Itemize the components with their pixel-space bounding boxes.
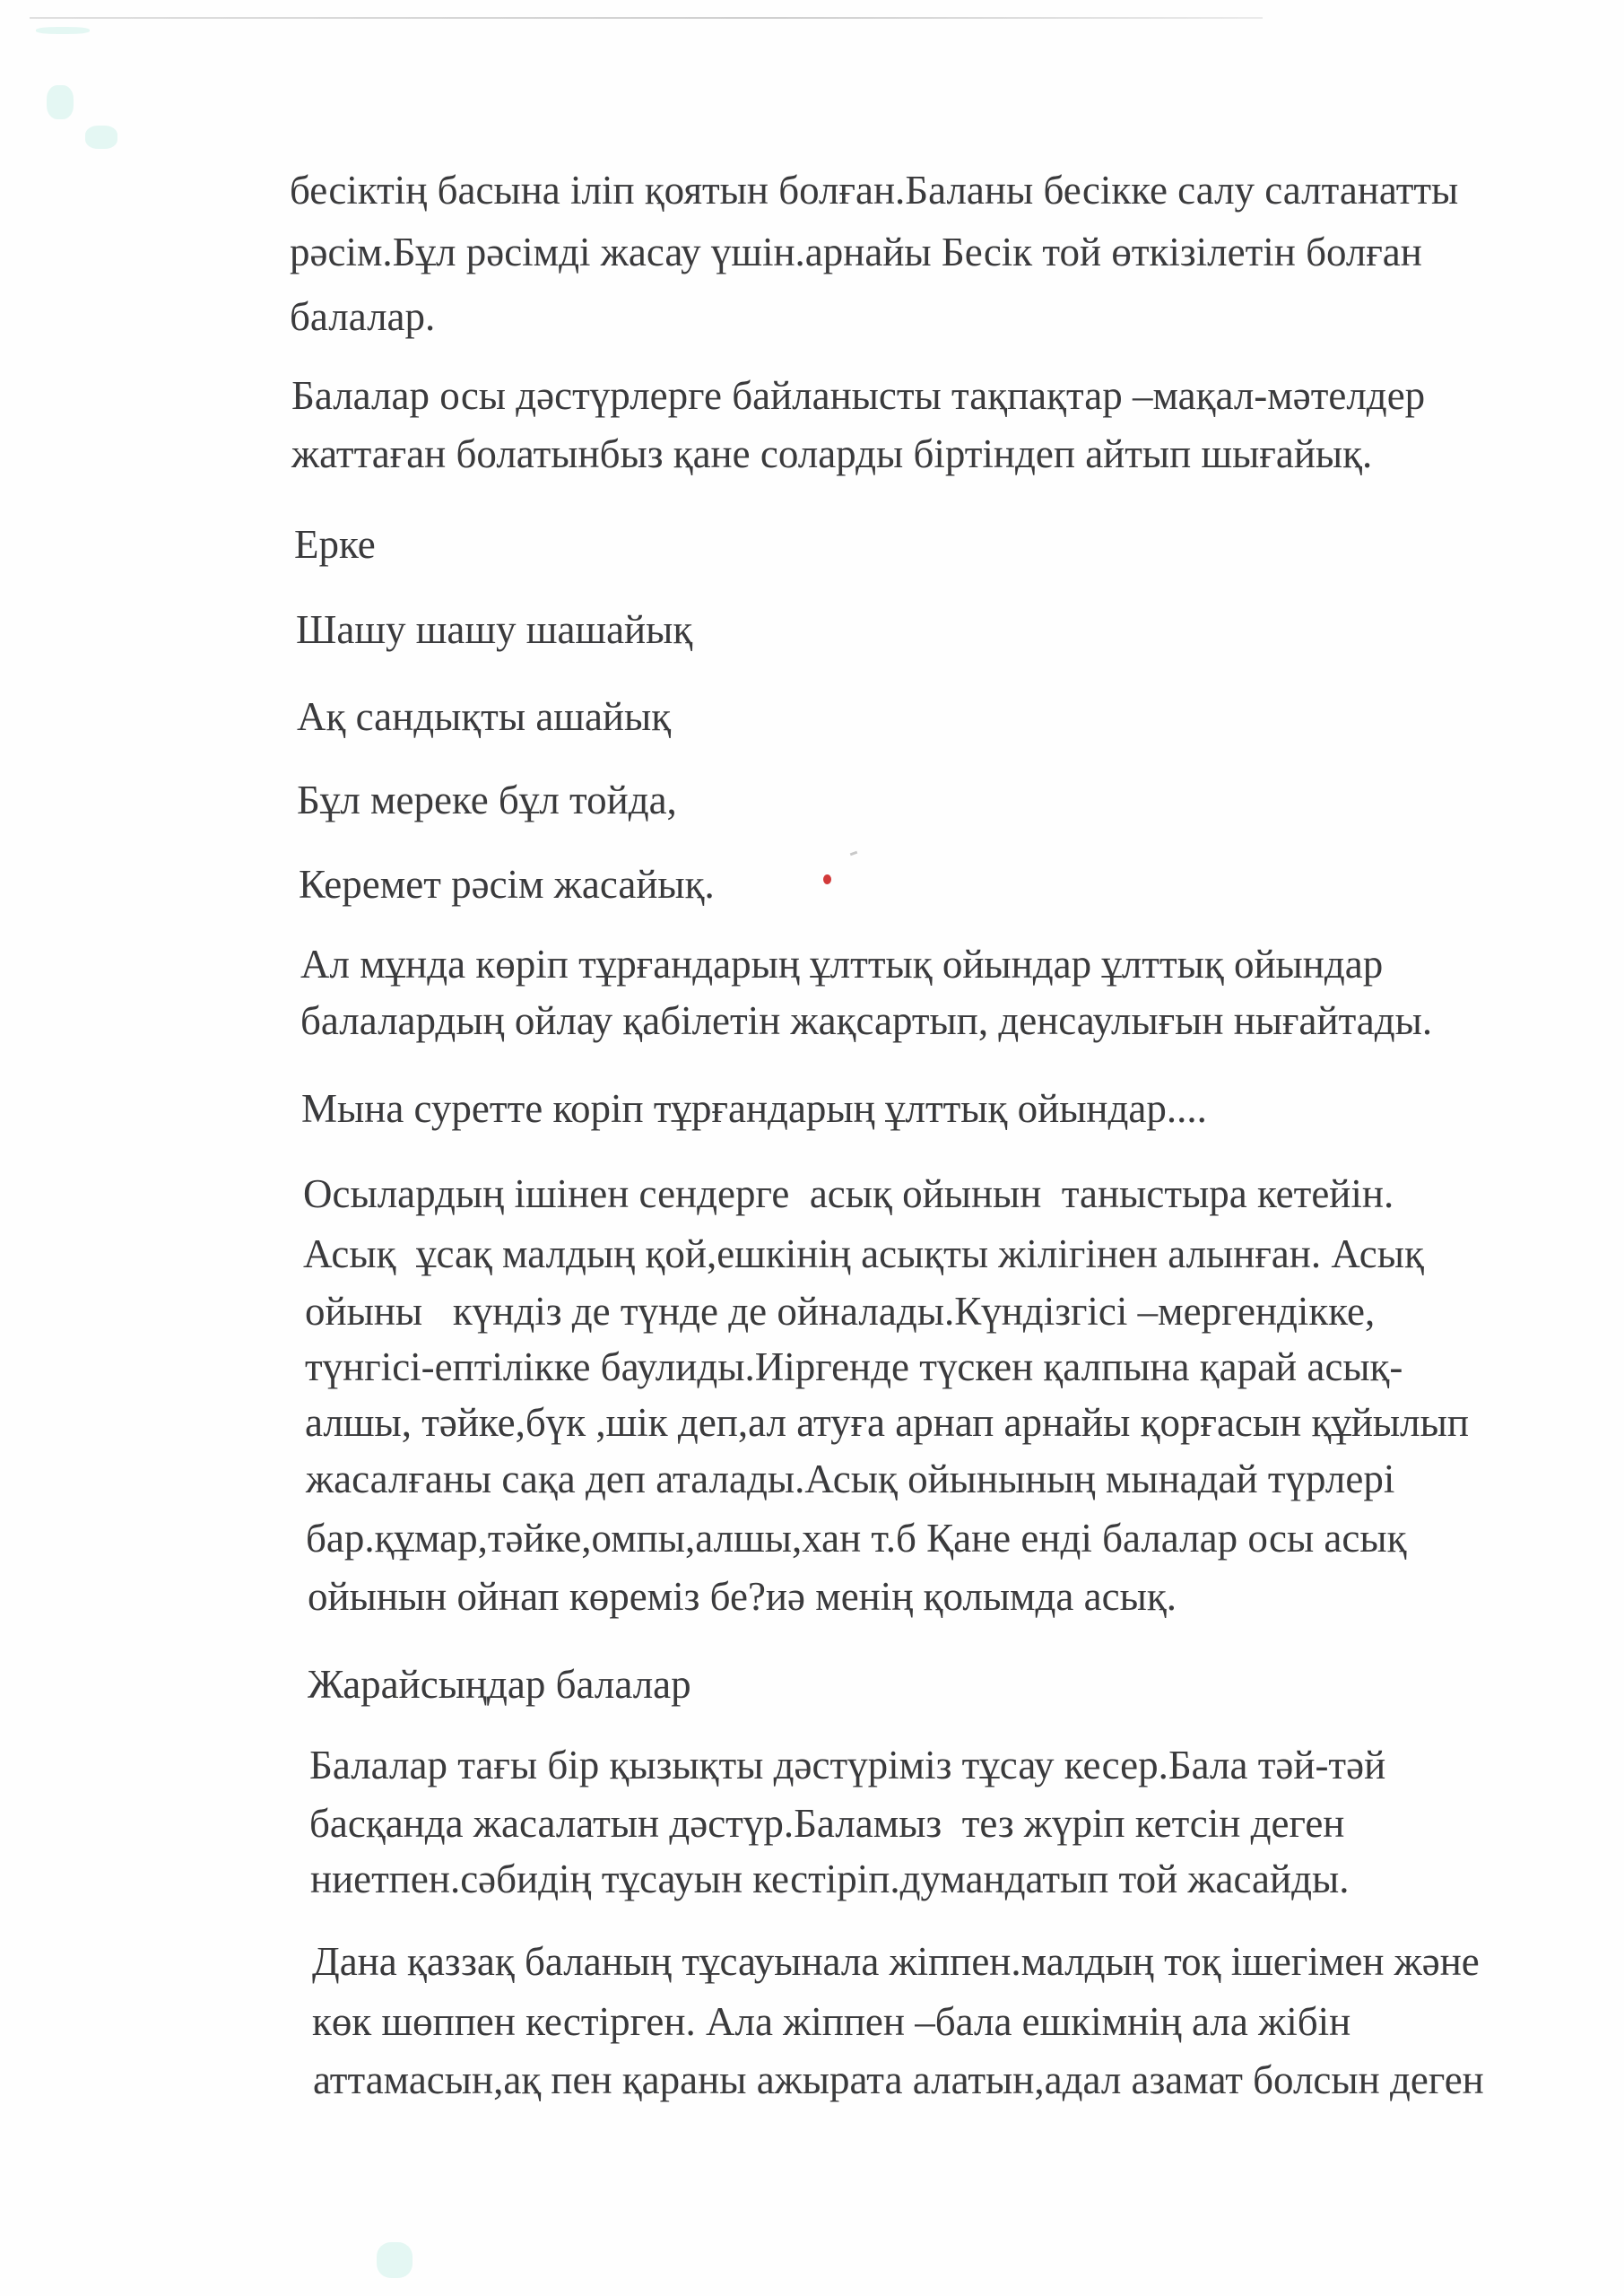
text-line: Асық ұсақ малдың қой,ешкінің асықты жілігінен алынған. Асық [303, 1231, 1424, 1276]
text-line: Жарайсыңдар балалар [308, 1662, 691, 1707]
text-line: түнгісі-ептілікке баулиды.Иіргенде түскен қалпына қарай асық- [305, 1344, 1403, 1389]
scan-mark [47, 85, 74, 119]
text-line: көк шөппен кестірген. Ала жіппен –бала ешкімнің ала жібін [312, 1999, 1351, 2044]
text-line: Ерке [294, 522, 376, 567]
scan-mark [377, 2242, 413, 2278]
text-line: бесіктің басына іліп қоятын болған.Баланы бесікке салу салтанатты [290, 168, 1459, 213]
text-line: басқанда жасалатын дәстүр.Баламыз тез жүріп кетсін деген [309, 1801, 1345, 1846]
text-line: ойыны күндіз де түнде де ойналады.Күндізгісі –мергендікке, [305, 1289, 1376, 1334]
text-line: Ал мұнда көріп тұрғандарың ұлттық ойындар ұлттық ойындар [300, 942, 1384, 987]
scan-edge-line [30, 17, 1263, 19]
text-line: Керемет рәсім жасайық. [299, 862, 715, 907]
text-line: Дана қаззақ баланың тұсауынала жіппен.малдың тоқ ішегімен және [312, 1939, 1480, 1984]
text-line: Бұл мереке бұл тойда, [297, 778, 677, 822]
text-line: Балалар тағы бір қызықты дәстүріміз тұсау кесер.Бала тәй-тәй [309, 1743, 1386, 1787]
text-line: ниетпен.сәбидің тұсауын кестіріп.думандатып той жасайды. [310, 1857, 1350, 1901]
scan-mark [36, 27, 90, 34]
text-line: Балалар осы дәстүрлерге байланысты тақпақтар –мақал-мәтелдер [291, 373, 1426, 418]
scan-speck [850, 851, 858, 857]
text-line: Осылардың ішінен сендерге асық ойынын таныстыра кетейін. [303, 1171, 1394, 1216]
text-line: алшы, тәйке,бүк ,шік деп,ал атуға арнап арнайы қорғасын құйылып [305, 1400, 1469, 1445]
text-line: рәсім.Бұл рәсімді жасау үшін.арнайы Бесік той өткізілетін болған [290, 230, 1422, 274]
text-line: Мына суретте коріп тұрғандарың ұлттық ойындар.... [301, 1086, 1207, 1131]
scan-mark [85, 126, 117, 149]
text-line: Ақ сандықты ашайық [297, 694, 672, 739]
red-ink-dot [823, 874, 831, 884]
text-line: ойынын ойнап көреміз бе?иә менің қолымда асық. [308, 1574, 1177, 1619]
text-line: бар.құмар,тәйке,омпы,алшы,хан т.б Қане енді балалар осы асық [306, 1516, 1407, 1561]
text-line: жаттаған болатынбыз қане соларды біртіндеп айтып шығайық. [291, 431, 1373, 476]
text-line: Шашу шашу шашайық [296, 607, 693, 652]
text-line: балалардың ойлау қабілетін жақсартып, денсаулығын нығайтады. [300, 998, 1433, 1043]
text-line: аттамасын,ақ пен қараны ажырата алатын,адал азамат болсын деген [313, 2057, 1484, 2102]
text-line: жасалғаны сақа деп аталады.Асық ойынының мынадай түрлері [306, 1457, 1395, 1501]
text-line: балалар. [290, 294, 436, 339]
